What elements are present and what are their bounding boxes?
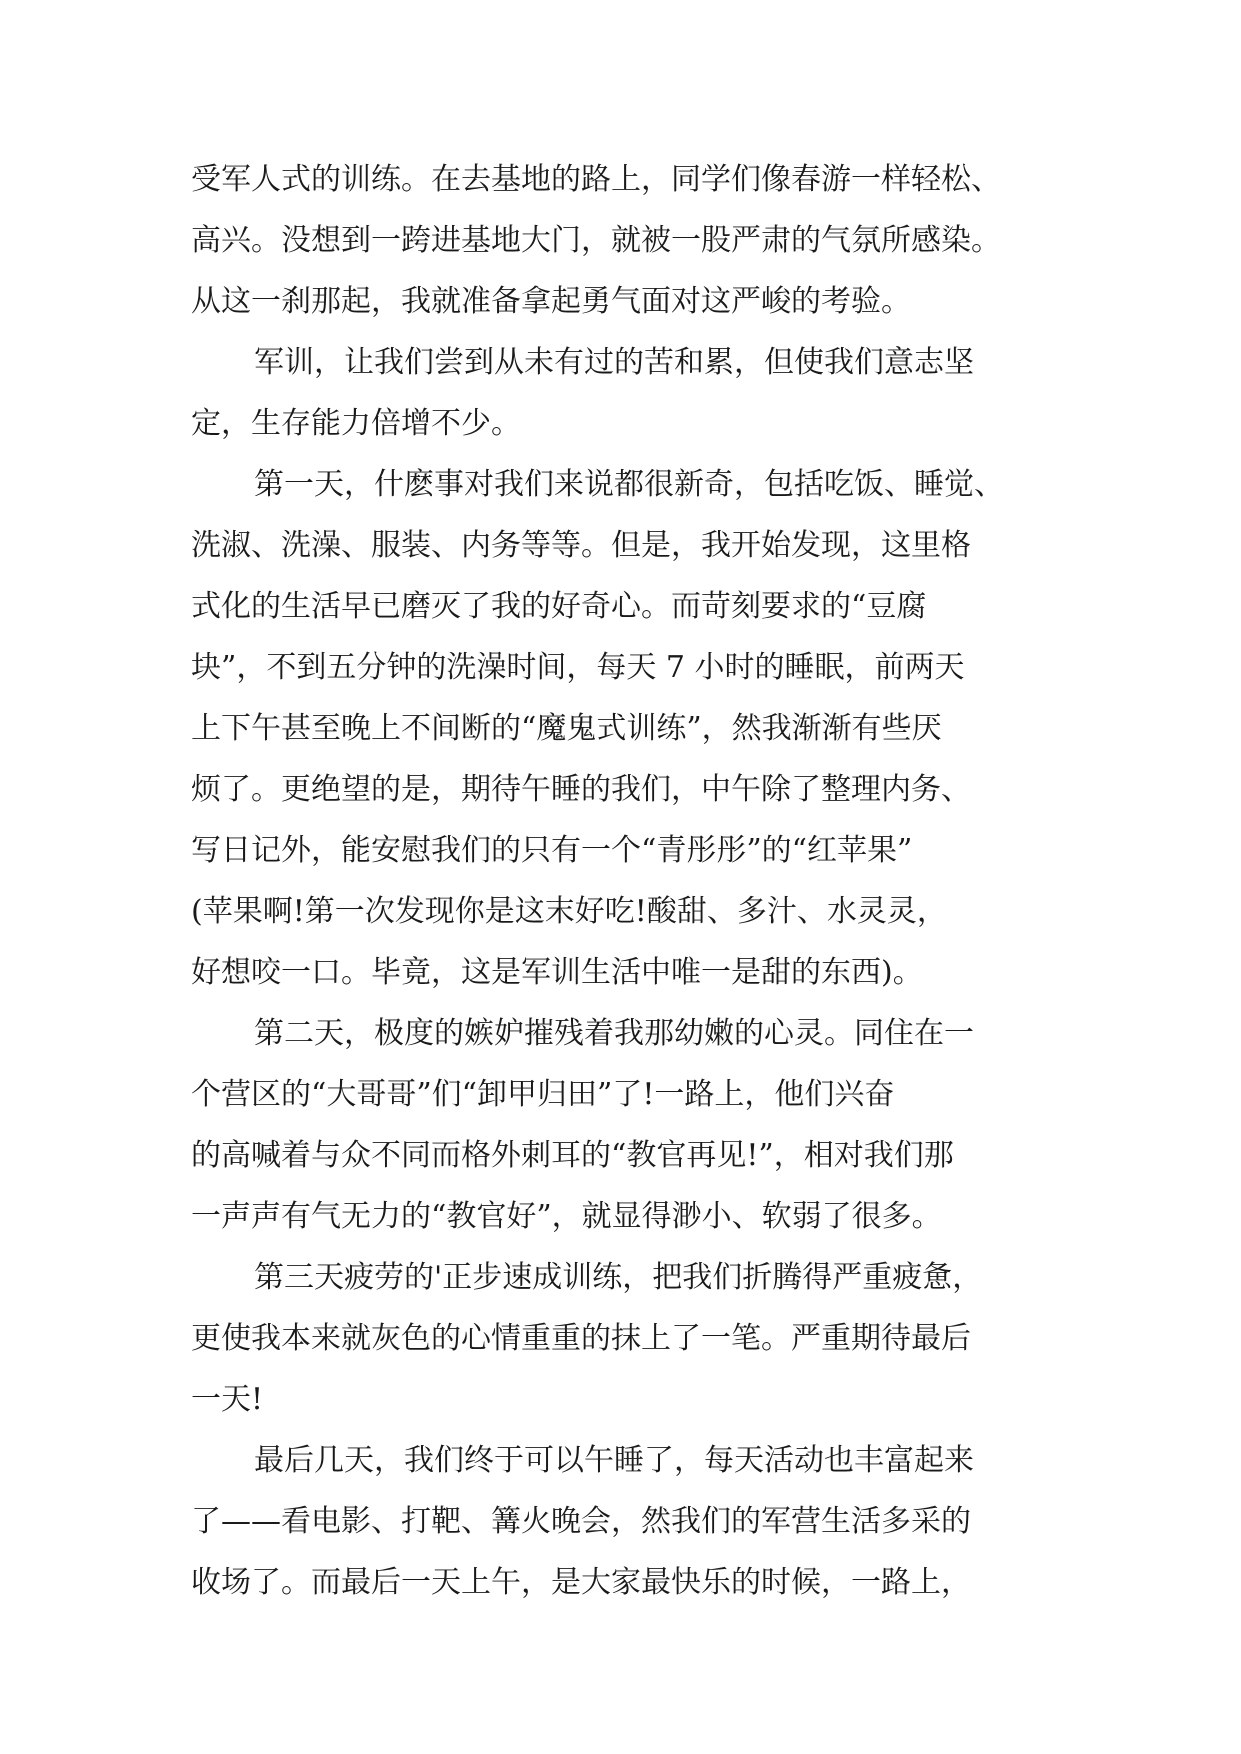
text-line: 第一天，什麽事对我们来说都很新奇，包括吃饭、睡觉、 <box>254 467 1004 502</box>
text-line: 高兴。没想到一跨进基地大门，就被一股严肃的气氛所感染。 <box>191 223 1001 258</box>
text-line: 式化的生活早已磨灭了我的好奇心。而苛刻要求的“豆腐 <box>191 589 927 624</box>
text-line: (苹果啊!第一次发现你是这末好吃!酸甜、多汁、水灵灵， <box>191 894 947 929</box>
body-text <box>191 149 1061 1613</box>
text-line: 收场了。而最后一天上午，是大家最快乐的时候，一路上， <box>191 1565 971 1600</box>
text-line: 一天! <box>191 1382 264 1417</box>
text-line: 第三天疲劳的'正步速成训练，把我们折腾得严重疲惫， <box>254 1260 983 1295</box>
text-line: 定，生存能力倍增不少。 <box>191 406 521 441</box>
text-line: 一声声有气无力的“教官好”，就显得渺小、软弱了很多。 <box>191 1199 942 1234</box>
text-line: 个营区的“大哥哥”们“卸甲归田”了!一路上，他们兴奋 <box>191 1077 895 1112</box>
text-line: 从这一刹那起，我就准备拿起勇气面对这严峻的考验。 <box>191 284 911 319</box>
text-line: 军训，让我们尝到从未有过的苦和累，但使我们意志坚 <box>254 345 974 380</box>
text-line: 上下午甚至晚上不间断的“魔鬼式训练”，然我渐渐有些厌 <box>191 711 942 746</box>
text-line: 洗淑、洗澡、服装、内务等等。但是，我开始发现，这里格 <box>191 528 971 563</box>
text-line: 第二天，极度的嫉妒摧残着我那幼嫩的心灵。同住在一 <box>254 1016 974 1051</box>
text-line: 写日记外，能安慰我们的只有一个“青彤彤”的“红苹果” <box>191 833 913 868</box>
text-line: 更使我本来就灰色的心情重重的抹上了一笔。严重期待最后 <box>191 1321 971 1356</box>
text-line: 的高喊着与众不同而格外刺耳的“教官再见!”，相对我们那 <box>191 1138 954 1173</box>
text-line: 了——看电影、打靶、篝火晚会，然我们的军营生活多采的 <box>191 1504 971 1539</box>
text-line: 好想咬一口。毕竟，这是军训生活中唯一是甜的东西)。 <box>191 955 923 990</box>
text-line: 受军人式的训练。在去基地的路上，同学们像春游一样轻松、 <box>191 162 1001 197</box>
text-line: 烦了。更绝望的是，期待午睡的我们，中午除了整理内务、 <box>191 772 971 807</box>
text-line: 块”，不到五分钟的洗澡时间，每天 7 小时的睡眠，前两天 <box>191 650 965 685</box>
text-line: 最后几天，我们终于可以午睡了，每天活动也丰富起来 <box>254 1443 974 1478</box>
